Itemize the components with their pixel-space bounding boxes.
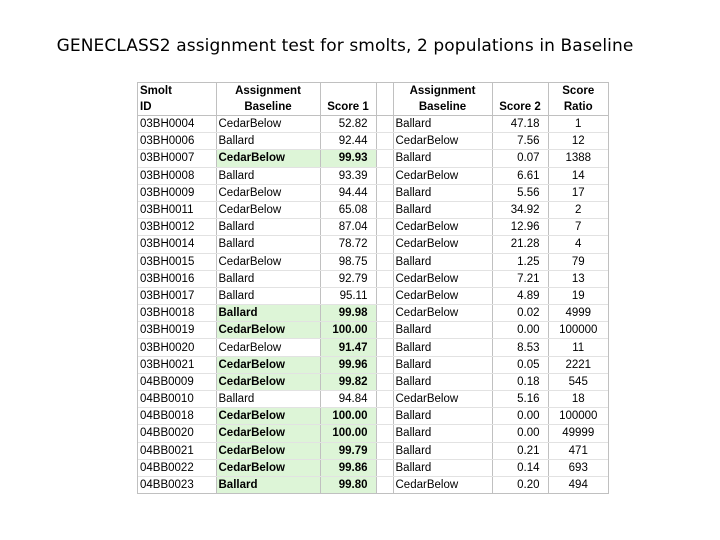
cell-score-1: 99.93 [320,150,376,167]
cell-baseline-2: Ballard [393,459,492,476]
cell-baseline-2: CedarBelow [393,391,492,408]
cell-score-1: 99.82 [320,373,376,390]
cell-baseline-2: Ballard [393,425,492,442]
table-row [138,305,608,322]
cell-score-2: 34.92 [492,201,548,218]
cell-score-1: 91.47 [320,339,376,356]
cell-score-1: 92.44 [320,133,376,150]
cell-gap [376,184,393,201]
cell-baseline-2: CedarBelow [393,133,492,150]
slide-title: GENECLASS2 assignment test for smolts, 2 populations in Baseline [56,36,634,56]
header-blank-2 [492,83,548,99]
cell-smolt-id: 03BH0007 [138,150,216,167]
table-row [138,373,608,390]
cell-score-1: 92.79 [320,270,376,287]
cell-baseline-1: Ballard [216,236,320,253]
table-row [138,356,608,373]
cell-score-2: 5.56 [492,184,548,201]
cell-gap [376,287,393,304]
cell-score-1: 100.00 [320,408,376,425]
cell-ratio: 14 [548,167,608,184]
table-row [138,408,608,425]
cell-baseline-1: Ballard [216,287,320,304]
cell-smolt-id: 03BH0017 [138,287,216,304]
cell-score-2: 0.00 [492,322,548,339]
cell-score-1: 93.39 [320,167,376,184]
header-baseline-2: Baseline [393,99,492,116]
cell-smolt-id: 04BB0021 [138,442,216,459]
cell-baseline-2: CedarBelow [393,305,492,322]
cell-score-1: 100.00 [320,322,376,339]
table-row [138,391,608,408]
cell-gap [376,236,393,253]
header-row-1 [138,83,608,99]
table-row [138,201,608,218]
cell-smolt-id: 04BB0018 [138,408,216,425]
cell-score-1: 99.96 [320,356,376,373]
cell-gap [376,339,393,356]
cell-gap [376,356,393,373]
cell-score-1: 99.79 [320,442,376,459]
cell-score-2: 12.96 [492,219,548,236]
table-row [138,322,608,339]
cell-score-1: 87.04 [320,219,376,236]
cell-gap [376,167,393,184]
table-row [138,184,608,201]
header-smolt: Smolt [138,83,216,99]
table-row [138,219,608,236]
cell-score-1: 52.82 [320,116,376,133]
cell-baseline-2: Ballard [393,339,492,356]
cell-baseline-1: CedarBelow [216,408,320,425]
cell-ratio: 1388 [548,150,608,167]
cell-score-2: 0.20 [492,476,548,493]
cell-baseline-2: Ballard [393,184,492,201]
cell-gap [376,408,393,425]
cell-baseline-2: Ballard [393,408,492,425]
table-row [138,167,608,184]
table-row [138,150,608,167]
cell-score-1: 100.00 [320,425,376,442]
table-row [138,253,608,270]
cell-score-2: 0.14 [492,459,548,476]
cell-score-2: 47.18 [492,116,548,133]
cell-smolt-id: 03BH0020 [138,339,216,356]
cell-baseline-1: Ballard [216,305,320,322]
cell-gap [376,305,393,322]
cell-baseline-2: Ballard [393,442,492,459]
cell-score-1: 95.11 [320,287,376,304]
cell-score-1: 65.08 [320,201,376,218]
cell-score-2: 21.28 [492,236,548,253]
cell-score-2: 0.05 [492,356,548,373]
header-assignment-1: Assignment [216,83,320,99]
cell-smolt-id: 04BB0022 [138,459,216,476]
header-baseline-1: Baseline [216,99,320,116]
header-gap [376,83,393,99]
header-row-2 [138,99,608,116]
cell-gap [376,116,393,133]
cell-baseline-1: CedarBelow [216,459,320,476]
table-body [138,116,608,494]
cell-smolt-id: 03BH0012 [138,219,216,236]
cell-baseline-1: CedarBelow [216,116,320,133]
cell-ratio: 4999 [548,305,608,322]
cell-gap [376,425,393,442]
cell-score-2: 0.00 [492,408,548,425]
cell-gap [376,373,393,390]
table-row [138,339,608,356]
cell-score-2: 1.25 [492,253,548,270]
cell-score-2: 0.00 [492,425,548,442]
header-assignment-2: Assignment [393,83,492,99]
table-row [138,133,608,150]
cell-score-1: 94.84 [320,391,376,408]
cell-baseline-1: Ballard [216,391,320,408]
cell-gap [376,322,393,339]
cell-ratio: 12 [548,133,608,150]
cell-baseline-2: Ballard [393,322,492,339]
cell-ratio: 17 [548,184,608,201]
cell-smolt-id: 04BB0023 [138,476,216,493]
cell-ratio: 4 [548,236,608,253]
cell-gap [376,476,393,493]
cell-smolt-id: 03BH0021 [138,356,216,373]
cell-score-2: 0.18 [492,373,548,390]
cell-baseline-1: CedarBelow [216,201,320,218]
cell-baseline-1: Ballard [216,476,320,493]
cell-gap [376,459,393,476]
cell-baseline-2: Ballard [393,116,492,133]
cell-smolt-id: 03BH0004 [138,116,216,133]
cell-gap [376,270,393,287]
cell-ratio: 2221 [548,356,608,373]
cell-smolt-id: 03BH0009 [138,184,216,201]
cell-score-2: 6.61 [492,167,548,184]
cell-baseline-1: Ballard [216,270,320,287]
cell-baseline-1: CedarBelow [216,322,320,339]
cell-ratio: 693 [548,459,608,476]
cell-score-2: 7.21 [492,270,548,287]
cell-smolt-id: 03BH0015 [138,253,216,270]
cell-score-2: 4.89 [492,287,548,304]
cell-baseline-2: Ballard [393,201,492,218]
cell-baseline-1: Ballard [216,219,320,236]
cell-score-2: 0.02 [492,305,548,322]
cell-gap [376,219,393,236]
cell-baseline-1: CedarBelow [216,442,320,459]
cell-smolt-id: 03BH0019 [138,322,216,339]
cell-ratio: 11 [548,339,608,356]
cell-ratio: 79 [548,253,608,270]
cell-score-2: 0.21 [492,442,548,459]
header-ratio: Ratio [548,99,608,116]
header-score-2: Score 2 [492,99,548,116]
table-row [138,236,608,253]
cell-score-1: 99.80 [320,476,376,493]
cell-score-2: 7.56 [492,133,548,150]
cell-baseline-1: CedarBelow [216,356,320,373]
cell-score-2: 0.07 [492,150,548,167]
table-row [138,425,608,442]
cell-baseline-2: CedarBelow [393,270,492,287]
cell-baseline-1: CedarBelow [216,373,320,390]
header-gap-2 [376,99,393,116]
cell-ratio: 49999 [548,425,608,442]
cell-score-2: 5.16 [492,391,548,408]
cell-baseline-1: Ballard [216,133,320,150]
cell-gap [376,253,393,270]
cell-baseline-2: Ballard [393,373,492,390]
cell-ratio: 19 [548,287,608,304]
cell-ratio: 1 [548,116,608,133]
cell-smolt-id: 03BH0018 [138,305,216,322]
cell-ratio: 545 [548,373,608,390]
cell-smolt-id: 04BB0009 [138,373,216,390]
cell-baseline-1: CedarBelow [216,339,320,356]
cell-ratio: 2 [548,201,608,218]
cell-gap [376,133,393,150]
cell-baseline-2: Ballard [393,356,492,373]
cell-smolt-id: 04BB0020 [138,425,216,442]
cell-score-1: 98.75 [320,253,376,270]
cell-baseline-2: CedarBelow [393,476,492,493]
header-score: Score [562,84,595,97]
cell-baseline-2: Ballard [393,253,492,270]
cell-baseline-2: CedarBelow [393,287,492,304]
cell-smolt-id: 03BH0014 [138,236,216,253]
cell-baseline-1: CedarBelow [216,150,320,167]
cell-smolt-id: 03BH0008 [138,167,216,184]
cell-score-1: 94.44 [320,184,376,201]
cell-ratio: 471 [548,442,608,459]
cell-gap [376,391,393,408]
cell-baseline-1: CedarBelow [216,425,320,442]
cell-ratio: 13 [548,270,608,287]
cell-baseline-1: CedarBelow [216,253,320,270]
table-row [138,459,608,476]
cell-score-1: 99.98 [320,305,376,322]
cell-smolt-id: 03BH0016 [138,270,216,287]
cell-gap [376,201,393,218]
cell-smolt-id: 03BH0011 [138,201,216,218]
cell-ratio: 100000 [548,322,608,339]
table-row [138,476,608,493]
cell-baseline-2: CedarBelow [393,236,492,253]
cell-ratio: 7 [548,219,608,236]
cell-score-2: 8.53 [492,339,548,356]
table-row [138,270,608,287]
table-row [138,442,608,459]
cell-baseline-2: Ballard [393,150,492,167]
cell-ratio: 494 [568,479,588,492]
cell-gap [376,150,393,167]
header-id: ID [138,99,216,116]
cell-score-1: 78.72 [320,236,376,253]
cell-ratio: 18 [548,391,608,408]
header-blank-1 [320,83,376,99]
cell-baseline-1: CedarBelow [216,184,320,201]
cell-score-1: 99.86 [320,459,376,476]
cell-ratio: 100000 [548,408,608,425]
cell-baseline-2: CedarBelow [393,219,492,236]
table-row [138,287,608,304]
cell-smolt-id: 04BB0010 [138,391,216,408]
cell-smolt-id: 03BH0006 [138,133,216,150]
assignment-table [137,82,609,494]
cell-baseline-1: Ballard [216,167,320,184]
header-score-1: Score 1 [320,99,376,116]
table-row [138,116,608,133]
cell-gap [376,442,393,459]
cell-baseline-2: CedarBelow [393,167,492,184]
